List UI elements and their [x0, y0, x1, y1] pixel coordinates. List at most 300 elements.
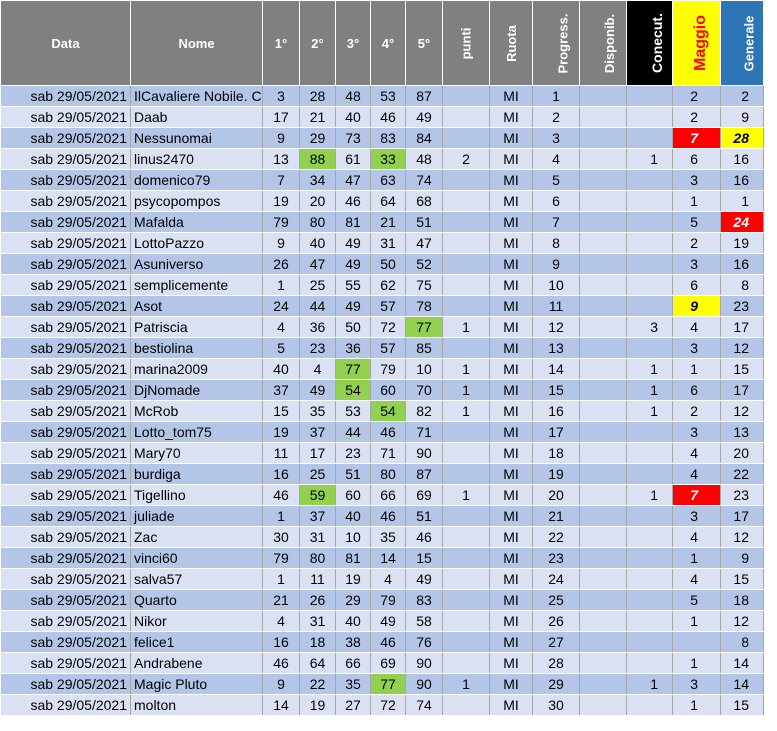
cell-num-4[interactable]: 50 — [371, 254, 406, 275]
cell-nome[interactable]: semplicemente — [131, 275, 263, 296]
cell-maggio[interactable]: 6 — [673, 149, 721, 170]
cell-data[interactable]: sab 29/05/2021 — [1, 485, 131, 506]
header-num-2[interactable]: 2° — [300, 1, 336, 86]
cell-num-1[interactable]: 1 — [263, 506, 300, 527]
cell-num-4[interactable]: 62 — [371, 275, 406, 296]
cell-progress[interactable]: 26 — [533, 611, 580, 632]
header-num-5[interactable]: 5° — [406, 1, 443, 86]
cell-disponib[interactable] — [580, 128, 627, 149]
cell-num-3[interactable]: 81 — [336, 212, 371, 233]
header-data[interactable]: Data — [1, 1, 131, 86]
cell-punti[interactable] — [443, 527, 490, 548]
cell-concut[interactable] — [627, 422, 673, 443]
cell-data[interactable]: sab 29/05/2021 — [1, 695, 131, 716]
cell-num-1[interactable]: 46 — [263, 653, 300, 674]
cell-num-3[interactable]: 40 — [336, 107, 371, 128]
cell-disponib[interactable] — [580, 632, 627, 653]
cell-num-5[interactable]: 10 — [406, 359, 443, 380]
cell-num-3[interactable]: 49 — [336, 296, 371, 317]
cell-disponib[interactable] — [580, 611, 627, 632]
cell-nome[interactable]: Andrabene — [131, 653, 263, 674]
cell-ruota[interactable]: MI — [490, 632, 533, 653]
cell-num-4[interactable]: 80 — [371, 464, 406, 485]
cell-disponib[interactable] — [580, 212, 627, 233]
cell-concut[interactable] — [627, 548, 673, 569]
cell-nome[interactable]: vinci60 — [131, 548, 263, 569]
cell-num-5[interactable]: 78 — [406, 296, 443, 317]
cell-num-3[interactable]: 53 — [336, 401, 371, 422]
cell-concut[interactable] — [627, 632, 673, 653]
cell-num-2[interactable]: 80 — [300, 548, 336, 569]
cell-punti[interactable] — [443, 254, 490, 275]
cell-disponib[interactable] — [580, 695, 627, 716]
cell-num-1[interactable]: 79 — [263, 548, 300, 569]
cell-ruota[interactable]: MI — [490, 338, 533, 359]
cell-num-1[interactable]: 19 — [263, 422, 300, 443]
cell-ruota[interactable]: MI — [490, 275, 533, 296]
cell-num-4[interactable]: 54 — [371, 401, 406, 422]
cell-num-4[interactable]: 31 — [371, 233, 406, 254]
cell-generale[interactable]: 16 — [721, 170, 764, 191]
cell-disponib[interactable] — [580, 653, 627, 674]
cell-punti[interactable] — [443, 506, 490, 527]
cell-data[interactable]: sab 29/05/2021 — [1, 296, 131, 317]
cell-progress[interactable]: 11 — [533, 296, 580, 317]
cell-num-2[interactable]: 44 — [300, 296, 336, 317]
cell-num-4[interactable]: 63 — [371, 170, 406, 191]
cell-num-3[interactable]: 23 — [336, 443, 371, 464]
cell-punti[interactable]: 1 — [443, 485, 490, 506]
cell-data[interactable]: sab 29/05/2021 — [1, 212, 131, 233]
cell-num-4[interactable]: 71 — [371, 443, 406, 464]
cell-ruota[interactable]: MI — [490, 128, 533, 149]
cell-data[interactable]: sab 29/05/2021 — [1, 611, 131, 632]
cell-punti[interactable] — [443, 296, 490, 317]
cell-ruota[interactable]: MI — [490, 254, 533, 275]
cell-maggio[interactable]: 4 — [673, 464, 721, 485]
cell-generale[interactable]: 22 — [721, 464, 764, 485]
cell-num-4[interactable]: 83 — [371, 128, 406, 149]
cell-punti[interactable] — [443, 443, 490, 464]
cell-punti[interactable]: 1 — [443, 401, 490, 422]
cell-num-4[interactable]: 46 — [371, 422, 406, 443]
cell-ruota[interactable]: MI — [490, 527, 533, 548]
cell-ruota[interactable]: MI — [490, 695, 533, 716]
cell-num-5[interactable]: 68 — [406, 191, 443, 212]
cell-data[interactable]: sab 29/05/2021 — [1, 338, 131, 359]
cell-ruota[interactable]: MI — [490, 170, 533, 191]
cell-num-1[interactable]: 13 — [263, 149, 300, 170]
cell-generale[interactable]: 17 — [721, 317, 764, 338]
cell-ruota[interactable]: MI — [490, 422, 533, 443]
cell-num-2[interactable]: 49 — [300, 380, 336, 401]
cell-num-1[interactable]: 9 — [263, 233, 300, 254]
cell-num-2[interactable]: 31 — [300, 527, 336, 548]
cell-nome[interactable]: Tigellino — [131, 485, 263, 506]
cell-nome[interactable]: IlCavaliere Nobile. C — [131, 86, 263, 107]
cell-concut[interactable]: 1 — [627, 485, 673, 506]
cell-nome[interactable]: Quarto — [131, 590, 263, 611]
cell-punti[interactable] — [443, 233, 490, 254]
cell-data[interactable]: sab 29/05/2021 — [1, 674, 131, 695]
cell-progress[interactable]: 9 — [533, 254, 580, 275]
cell-punti[interactable] — [443, 632, 490, 653]
cell-nome[interactable]: salva57 — [131, 569, 263, 590]
cell-punti[interactable] — [443, 86, 490, 107]
cell-num-3[interactable]: 55 — [336, 275, 371, 296]
cell-num-3[interactable]: 19 — [336, 569, 371, 590]
cell-num-2[interactable]: 4 — [300, 359, 336, 380]
cell-num-1[interactable]: 16 — [263, 632, 300, 653]
cell-num-2[interactable]: 21 — [300, 107, 336, 128]
cell-num-3[interactable]: 38 — [336, 632, 371, 653]
cell-data[interactable]: sab 29/05/2021 — [1, 443, 131, 464]
cell-data[interactable]: sab 29/05/2021 — [1, 317, 131, 338]
cell-disponib[interactable] — [580, 506, 627, 527]
cell-generale[interactable]: 16 — [721, 254, 764, 275]
header-nome[interactable]: Nome — [131, 1, 263, 86]
cell-num-5[interactable]: 74 — [406, 695, 443, 716]
cell-generale[interactable]: 18 — [721, 590, 764, 611]
cell-concut[interactable] — [627, 338, 673, 359]
cell-num-5[interactable]: 90 — [406, 653, 443, 674]
cell-maggio[interactable]: 3 — [673, 254, 721, 275]
cell-punti[interactable]: 2 — [443, 149, 490, 170]
cell-punti[interactable] — [443, 653, 490, 674]
cell-progress[interactable]: 24 — [533, 569, 580, 590]
cell-num-2[interactable]: 19 — [300, 695, 336, 716]
cell-generale[interactable]: 13 — [721, 422, 764, 443]
cell-progress[interactable]: 7 — [533, 212, 580, 233]
cell-num-1[interactable]: 9 — [263, 128, 300, 149]
cell-num-3[interactable]: 54 — [336, 380, 371, 401]
cell-num-1[interactable]: 5 — [263, 338, 300, 359]
cell-num-2[interactable]: 59 — [300, 485, 336, 506]
cell-maggio[interactable]: 1 — [673, 653, 721, 674]
cell-num-3[interactable]: 50 — [336, 317, 371, 338]
cell-data[interactable]: sab 29/05/2021 — [1, 422, 131, 443]
cell-concut[interactable]: 1 — [627, 401, 673, 422]
cell-nome[interactable]: domenico79 — [131, 170, 263, 191]
cell-num-4[interactable]: 46 — [371, 506, 406, 527]
cell-disponib[interactable] — [580, 170, 627, 191]
header-num-4[interactable]: 4° — [371, 1, 406, 86]
cell-progress[interactable]: 10 — [533, 275, 580, 296]
cell-nome[interactable]: McRob — [131, 401, 263, 422]
header-concut[interactable] — [627, 1, 673, 86]
cell-concut[interactable]: 3 — [627, 317, 673, 338]
cell-progress[interactable]: 29 — [533, 674, 580, 695]
cell-ruota[interactable]: MI — [490, 359, 533, 380]
cell-num-1[interactable]: 46 — [263, 485, 300, 506]
cell-punti[interactable] — [443, 590, 490, 611]
cell-num-5[interactable]: 69 — [406, 485, 443, 506]
cell-punti[interactable] — [443, 338, 490, 359]
cell-num-1[interactable]: 24 — [263, 296, 300, 317]
cell-nome[interactable]: marina2009 — [131, 359, 263, 380]
cell-num-3[interactable]: 29 — [336, 590, 371, 611]
cell-generale[interactable]: 24 — [721, 212, 764, 233]
cell-num-2[interactable]: 18 — [300, 632, 336, 653]
cell-ruota[interactable]: MI — [490, 191, 533, 212]
cell-num-2[interactable]: 31 — [300, 611, 336, 632]
cell-num-3[interactable]: 36 — [336, 338, 371, 359]
cell-punti[interactable] — [443, 422, 490, 443]
cell-progress[interactable]: 5 — [533, 170, 580, 191]
cell-num-2[interactable]: 37 — [300, 422, 336, 443]
cell-num-3[interactable]: 47 — [336, 170, 371, 191]
cell-disponib[interactable] — [580, 422, 627, 443]
cell-data[interactable]: sab 29/05/2021 — [1, 128, 131, 149]
cell-num-5[interactable]: 84 — [406, 128, 443, 149]
cell-nome[interactable]: Patriscia — [131, 317, 263, 338]
cell-punti[interactable] — [443, 275, 490, 296]
cell-generale[interactable]: 8 — [721, 275, 764, 296]
cell-num-1[interactable]: 3 — [263, 86, 300, 107]
cell-ruota[interactable]: MI — [490, 380, 533, 401]
cell-nome[interactable]: felice1 — [131, 632, 263, 653]
cell-maggio[interactable]: 3 — [673, 674, 721, 695]
cell-progress[interactable]: 27 — [533, 632, 580, 653]
cell-data[interactable]: sab 29/05/2021 — [1, 107, 131, 128]
cell-ruota[interactable]: MI — [490, 569, 533, 590]
cell-num-1[interactable]: 30 — [263, 527, 300, 548]
cell-num-3[interactable]: 27 — [336, 695, 371, 716]
cell-maggio[interactable]: 4 — [673, 317, 721, 338]
cell-num-4[interactable]: 79 — [371, 359, 406, 380]
cell-concut[interactable] — [627, 506, 673, 527]
cell-num-1[interactable]: 79 — [263, 212, 300, 233]
cell-data[interactable]: sab 29/05/2021 — [1, 569, 131, 590]
cell-disponib[interactable] — [580, 338, 627, 359]
cell-nome[interactable]: psycopompos — [131, 191, 263, 212]
cell-num-3[interactable]: 66 — [336, 653, 371, 674]
cell-punti[interactable]: 1 — [443, 317, 490, 338]
cell-maggio[interactable]: 2 — [673, 86, 721, 107]
cell-num-5[interactable]: 48 — [406, 149, 443, 170]
cell-concut[interactable] — [627, 653, 673, 674]
cell-data[interactable]: sab 29/05/2021 — [1, 464, 131, 485]
cell-data[interactable]: sab 29/05/2021 — [1, 548, 131, 569]
cell-maggio[interactable]: 2 — [673, 107, 721, 128]
header-num-3[interactable]: 3° — [336, 1, 371, 86]
cell-disponib[interactable] — [580, 674, 627, 695]
cell-ruota[interactable]: MI — [490, 590, 533, 611]
cell-disponib[interactable] — [580, 107, 627, 128]
cell-concut[interactable]: 1 — [627, 149, 673, 170]
cell-generale[interactable]: 20 — [721, 443, 764, 464]
cell-maggio[interactable]: 9 — [673, 296, 721, 317]
cell-progress[interactable]: 23 — [533, 548, 580, 569]
cell-ruota[interactable]: MI — [490, 611, 533, 632]
cell-num-5[interactable]: 58 — [406, 611, 443, 632]
cell-generale[interactable]: 16 — [721, 149, 764, 170]
cell-num-2[interactable]: 20 — [300, 191, 336, 212]
cell-progress[interactable]: 21 — [533, 506, 580, 527]
cell-disponib[interactable] — [580, 86, 627, 107]
cell-nome[interactable]: Asot — [131, 296, 263, 317]
cell-concut[interactable] — [627, 611, 673, 632]
cell-nome[interactable]: bestiolina — [131, 338, 263, 359]
cell-num-2[interactable]: 37 — [300, 506, 336, 527]
cell-maggio[interactable]: 2 — [673, 233, 721, 254]
cell-progress[interactable]: 25 — [533, 590, 580, 611]
cell-concut[interactable] — [627, 464, 673, 485]
cell-num-4[interactable]: 69 — [371, 653, 406, 674]
cell-num-1[interactable]: 16 — [263, 464, 300, 485]
cell-generale[interactable]: 8 — [721, 632, 764, 653]
cell-num-3[interactable]: 60 — [336, 485, 371, 506]
cell-nome[interactable]: LottoPazzo — [131, 233, 263, 254]
cell-disponib[interactable] — [580, 464, 627, 485]
cell-maggio[interactable]: 3 — [673, 338, 721, 359]
cell-num-3[interactable]: 48 — [336, 86, 371, 107]
cell-num-5[interactable]: 76 — [406, 632, 443, 653]
cell-nome[interactable]: burdiga — [131, 464, 263, 485]
cell-progress[interactable]: 1 — [533, 86, 580, 107]
cell-num-2[interactable]: 29 — [300, 128, 336, 149]
cell-num-4[interactable]: 46 — [371, 632, 406, 653]
cell-data[interactable]: sab 29/05/2021 — [1, 506, 131, 527]
cell-num-2[interactable]: 26 — [300, 590, 336, 611]
cell-num-5[interactable]: 77 — [406, 317, 443, 338]
cell-generale[interactable]: 14 — [721, 674, 764, 695]
cell-num-2[interactable]: 34 — [300, 170, 336, 191]
cell-disponib[interactable] — [580, 590, 627, 611]
cell-maggio[interactable]: 7 — [673, 485, 721, 506]
cell-disponib[interactable] — [580, 380, 627, 401]
header-disponib[interactable] — [580, 1, 627, 86]
cell-generale[interactable]: 19 — [721, 233, 764, 254]
cell-maggio[interactable]: 5 — [673, 212, 721, 233]
cell-maggio[interactable]: 4 — [673, 569, 721, 590]
cell-num-3[interactable]: 40 — [336, 611, 371, 632]
cell-data[interactable]: sab 29/05/2021 — [1, 254, 131, 275]
cell-num-3[interactable]: 73 — [336, 128, 371, 149]
cell-generale[interactable]: 9 — [721, 107, 764, 128]
cell-ruota[interactable]: MI — [490, 86, 533, 107]
cell-num-2[interactable]: 40 — [300, 233, 336, 254]
cell-nome[interactable]: Magic Pluto — [131, 674, 263, 695]
cell-num-5[interactable]: 82 — [406, 401, 443, 422]
cell-generale[interactable]: 14 — [721, 653, 764, 674]
cell-progress[interactable]: 17 — [533, 422, 580, 443]
cell-concut[interactable]: 1 — [627, 359, 673, 380]
cell-data[interactable]: sab 29/05/2021 — [1, 590, 131, 611]
cell-nome[interactable]: DjNomade — [131, 380, 263, 401]
cell-disponib[interactable] — [580, 254, 627, 275]
cell-num-4[interactable]: 57 — [371, 338, 406, 359]
cell-disponib[interactable] — [580, 359, 627, 380]
cell-disponib[interactable] — [580, 569, 627, 590]
cell-num-1[interactable]: 4 — [263, 317, 300, 338]
cell-num-3[interactable]: 46 — [336, 191, 371, 212]
header-maggio[interactable] — [673, 1, 721, 86]
cell-punti[interactable] — [443, 107, 490, 128]
cell-num-1[interactable]: 40 — [263, 359, 300, 380]
cell-disponib[interactable] — [580, 149, 627, 170]
cell-maggio[interactable]: 7 — [673, 128, 721, 149]
cell-num-3[interactable]: 51 — [336, 464, 371, 485]
cell-num-1[interactable]: 1 — [263, 275, 300, 296]
cell-ruota[interactable]: MI — [490, 233, 533, 254]
cell-num-4[interactable]: 33 — [371, 149, 406, 170]
cell-concut[interactable] — [627, 443, 673, 464]
cell-num-1[interactable]: 9 — [263, 674, 300, 695]
cell-progress[interactable]: 8 — [533, 233, 580, 254]
cell-punti[interactable] — [443, 569, 490, 590]
cell-num-3[interactable]: 77 — [336, 359, 371, 380]
cell-progress[interactable]: 22 — [533, 527, 580, 548]
cell-progress[interactable]: 19 — [533, 464, 580, 485]
cell-num-3[interactable]: 10 — [336, 527, 371, 548]
cell-num-2[interactable]: 36 — [300, 317, 336, 338]
cell-num-2[interactable]: 11 — [300, 569, 336, 590]
cell-data[interactable]: sab 29/05/2021 — [1, 653, 131, 674]
cell-num-5[interactable]: 49 — [406, 107, 443, 128]
cell-maggio[interactable]: 1 — [673, 191, 721, 212]
cell-num-5[interactable]: 15 — [406, 548, 443, 569]
cell-maggio[interactable]: 1 — [673, 611, 721, 632]
cell-num-5[interactable]: 52 — [406, 254, 443, 275]
cell-nome[interactable]: Zac — [131, 527, 263, 548]
cell-ruota[interactable]: MI — [490, 674, 533, 695]
cell-progress[interactable]: 16 — [533, 401, 580, 422]
cell-generale[interactable]: 12 — [721, 611, 764, 632]
cell-num-1[interactable]: 1 — [263, 569, 300, 590]
cell-num-1[interactable]: 4 — [263, 611, 300, 632]
cell-maggio[interactable]: 2 — [673, 401, 721, 422]
cell-num-3[interactable]: 81 — [336, 548, 371, 569]
cell-concut[interactable] — [627, 170, 673, 191]
cell-punti[interactable] — [443, 611, 490, 632]
cell-punti[interactable]: 1 — [443, 380, 490, 401]
cell-num-2[interactable]: 88 — [300, 149, 336, 170]
cell-ruota[interactable]: MI — [490, 506, 533, 527]
cell-generale[interactable]: 12 — [721, 338, 764, 359]
cell-num-5[interactable]: 83 — [406, 590, 443, 611]
cell-disponib[interactable] — [580, 317, 627, 338]
cell-num-2[interactable]: 47 — [300, 254, 336, 275]
cell-punti[interactable] — [443, 464, 490, 485]
cell-nome[interactable]: Nikor — [131, 611, 263, 632]
cell-num-3[interactable]: 49 — [336, 233, 371, 254]
cell-concut[interactable] — [627, 569, 673, 590]
cell-concut[interactable] — [627, 695, 673, 716]
cell-disponib[interactable] — [580, 191, 627, 212]
cell-disponib[interactable] — [580, 275, 627, 296]
cell-num-4[interactable]: 46 — [371, 107, 406, 128]
cell-generale[interactable]: 9 — [721, 548, 764, 569]
cell-data[interactable]: sab 29/05/2021 — [1, 233, 131, 254]
cell-generale[interactable]: 12 — [721, 527, 764, 548]
cell-maggio[interactable]: 6 — [673, 275, 721, 296]
cell-data[interactable]: sab 29/05/2021 — [1, 275, 131, 296]
cell-num-5[interactable]: 71 — [406, 422, 443, 443]
cell-generale[interactable]: 23 — [721, 296, 764, 317]
cell-generale[interactable]: 15 — [721, 569, 764, 590]
cell-maggio[interactable] — [673, 632, 721, 653]
cell-num-3[interactable]: 35 — [336, 674, 371, 695]
cell-progress[interactable]: 18 — [533, 443, 580, 464]
cell-generale[interactable]: 15 — [721, 695, 764, 716]
cell-concut[interactable]: 1 — [627, 380, 673, 401]
cell-data[interactable]: sab 29/05/2021 — [1, 149, 131, 170]
cell-ruota[interactable]: MI — [490, 296, 533, 317]
cell-num-2[interactable]: 17 — [300, 443, 336, 464]
cell-maggio[interactable]: 1 — [673, 548, 721, 569]
cell-concut[interactable] — [627, 590, 673, 611]
